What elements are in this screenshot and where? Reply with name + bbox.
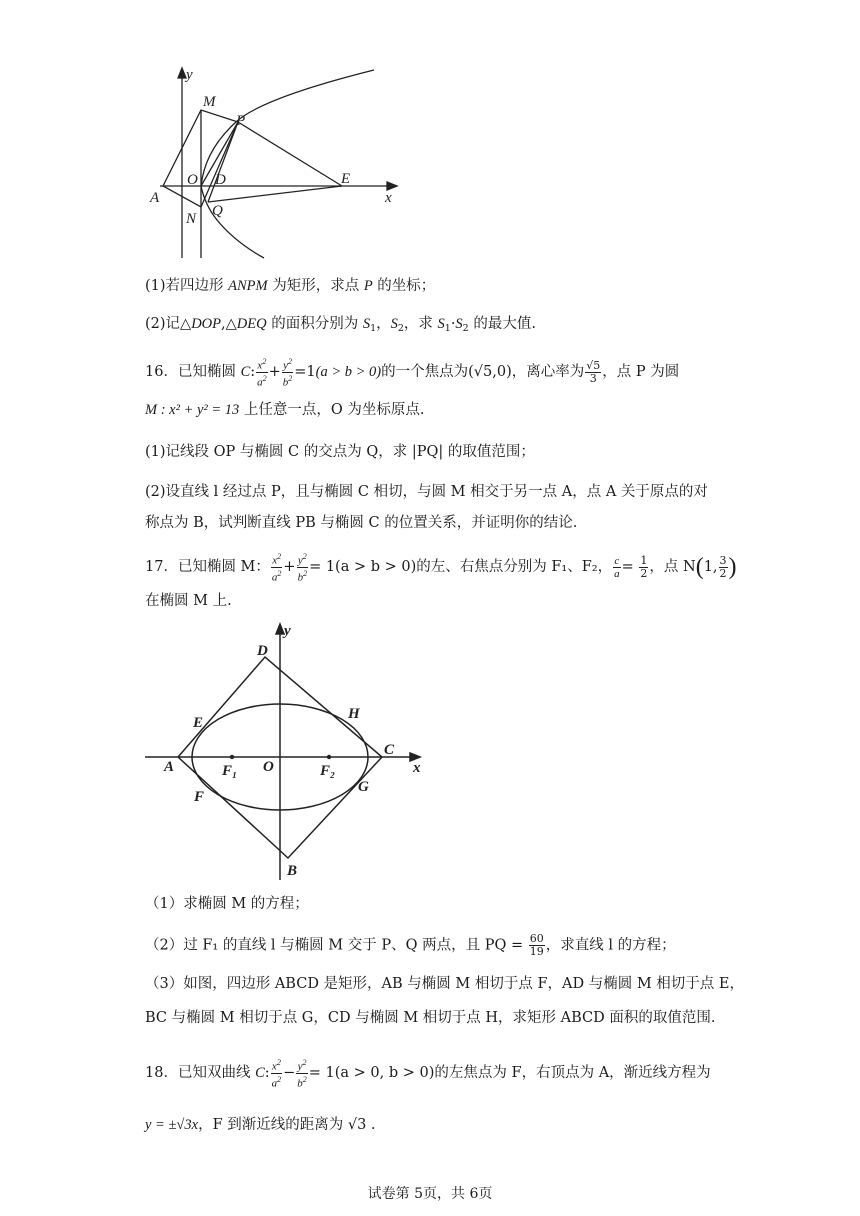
q15-p2-end: 的最大值.: [468, 316, 536, 332]
q17-foci-text: 的左、右焦点分别为 F₁、F₂，: [416, 559, 613, 576]
q17-intro: 已知椭圆 M：: [177, 559, 270, 576]
q15-p2-triangle2: DEQ: [236, 316, 267, 332]
label-e: E: [193, 715, 204, 731]
q17-stem-line2: 在椭圆 M 上.: [145, 593, 232, 609]
q15-p2-prefix: (2)记△: [145, 316, 192, 332]
q16-number: 16．: [145, 364, 178, 381]
q18-stem-line2: [145, 1114, 376, 1136]
label-e: E: [341, 171, 351, 187]
q16-stem-line1: 16．已知椭圆 C: $\frac{x^2}{a^2}$ + $\frac{y^2}{b^2}$ =1(a > b > 0)的一个焦点为(√5,0)，离心率为 $\frac{√5}{3}$ ，点 P 为圆: [145, 357, 680, 389]
label-f1: F₁: [222, 763, 238, 779]
label-b: B: [287, 863, 298, 879]
label-n: N: [186, 211, 197, 227]
q17-stem-line1: 17．已知椭圆 M： $\frac{x^2}{a^2}$ + $\frac{y^2}{b^2}$ = 1(a > b > 0)的左、右焦点分别为 F₁、F₂， $\frac{c}{a}$ = $\frac{1}{2}$ ，点 N(1, $\frac{3}{2}$ ): [145, 552, 737, 584]
q16-intro: 已知椭圆: [177, 364, 241, 381]
q17-part2: [145, 933, 676, 958]
q17-n-x: 1,: [703, 559, 718, 576]
q16-ecc-num: √5: [586, 358, 601, 372]
label-a: A: [150, 190, 160, 206]
q16-ecc-text: ，离心率为: [511, 364, 585, 381]
q17-cond: = 1(a > b > 0): [309, 559, 417, 576]
q15-p1-suffix: 的坐标；: [372, 278, 436, 294]
q15-p2-sep: ,△: [221, 316, 237, 332]
label-h: H: [348, 706, 360, 722]
y-axis-arrow: [178, 68, 186, 78]
q16-part1: (1)记线段 OP 与椭圆 C 的交点为 Q，求 |PQ| 的取值范围；: [145, 444, 535, 460]
y-axis-arrow: [276, 624, 284, 634]
q17-part1: （1）求椭圆 M 的方程；: [145, 896, 309, 912]
q17-p2-prefix: （2）过 F₁ 的直线 l 与椭圆 M 交于 P、Q 两点，且 PQ =: [145, 937, 528, 954]
q17-ratio-num: c: [614, 554, 620, 567]
label-g: G: [358, 779, 369, 795]
q16-focus-text: 的一个焦点为: [381, 364, 469, 381]
q17-ratio-eq: =: [621, 559, 639, 576]
label-f2: F₂: [320, 763, 336, 779]
q17-p2-den: 19: [529, 945, 544, 958]
q16-ellipse-cond: (a > b > 0): [315, 364, 382, 381]
q15-part1: [145, 275, 435, 297]
q15-p1-mid: 为矩形，求点: [267, 278, 364, 294]
q18-number: 18．: [145, 1065, 178, 1082]
label-m: M: [203, 94, 216, 110]
q17-part3-line2: BC 与椭圆 M 相切于点 G，CD 与椭圆 M 相切于点 H，求矩形 ABCD 面积的取值范围.: [145, 1010, 716, 1026]
label-x: x: [413, 760, 421, 776]
q16-circle: M : x² + y² = 13: [145, 402, 240, 418]
parabola-curve: [201, 70, 374, 258]
q17-n-y-den: 2: [719, 566, 727, 580]
q15-p1-prefix: (1)若四边形: [145, 278, 229, 294]
q15-p1-point: P: [363, 278, 373, 294]
q18-name: C: [255, 1065, 265, 1082]
q17-ratio-den: a: [614, 567, 620, 580]
label-f: F: [194, 789, 205, 805]
segment-qe: [208, 186, 342, 202]
q16-stem-line2: [145, 399, 425, 421]
q17-part3-line1: （3）如图，四边形 ABCD 是矩形，AB 与椭圆 M 相切于点 F，AD 与椭圆 M 相切于点 E，: [145, 976, 744, 992]
figure-ellipse-rectangle-diagram: [140, 615, 440, 885]
q18-cond: = 1(a > 0, b > 0): [308, 1065, 435, 1082]
q17-number: 17．: [145, 559, 178, 576]
q17-half-den: 2: [640, 566, 648, 580]
q17-half-num: 1: [640, 553, 648, 567]
label-a: A: [164, 759, 175, 775]
q18-intro: 已知双曲线: [177, 1065, 256, 1082]
q18-line2-tail: ，F 到渐近线的距离为 √3 .: [198, 1117, 376, 1133]
label-c: C: [384, 742, 395, 758]
q18-asymptote: y = ±√3x: [145, 1117, 199, 1133]
q16-circle-tail: 上任意一点，O 为坐标原点.: [239, 402, 425, 418]
figure-parabola-diagram: [148, 62, 408, 267]
q16-point-text: ，点 P 为圆: [602, 364, 680, 381]
focus-f2-dot: [327, 755, 331, 759]
segment-pq: [208, 122, 238, 202]
q17-p2-suffix: ，求直线 l 的方程；: [545, 937, 676, 954]
label-y: y: [186, 67, 193, 83]
q17-n-y-num: 3: [719, 553, 727, 567]
label-y: y: [284, 623, 291, 639]
q16-focus-value: (√5,0): [468, 364, 512, 381]
label-q: Q: [212, 203, 223, 219]
page-footer: 试卷第 5页，共 6页: [367, 1186, 493, 1202]
label-x: x: [385, 190, 392, 206]
q17-point-text: ，点 N: [649, 559, 696, 576]
q18-stem-line1: 18．已知双曲线 C: $\frac{x^2}{a^2}$ − $\frac{y^2}{b^2}$ = 1(a > 0, b > 0)的左焦点为 F，右顶点为 A，渐近线方程为: [145, 1058, 711, 1090]
q15-p2-triangle1: DOP: [191, 316, 222, 332]
segment-pe: [238, 122, 342, 186]
x-axis-arrow: [387, 182, 397, 190]
label-d: D: [215, 172, 226, 188]
q15-p1-shape: ANPM: [228, 278, 268, 294]
label-d: D: [257, 643, 268, 659]
q16-ecc-den: 3: [589, 371, 597, 385]
q16-part2-line1: (2)设直线 l 经过点 P，且与椭圆 C 相切，与圆 M 相交于另一点 A，点 A 关于原点的对: [145, 484, 708, 500]
q15-p2-tail: ，求: [403, 316, 438, 332]
label-o: O: [263, 759, 274, 775]
label-p: P: [236, 113, 246, 129]
q18-tail: 的左焦点为 F，右顶点为 A，渐近线方程为: [434, 1065, 711, 1082]
label-o: O: [187, 172, 198, 188]
q17-p2-num: 60: [529, 932, 544, 945]
q16-part2-line2: 称点为 B，试判断直线 PB 与椭圆 C 的位置关系，并证明你的结论.: [145, 515, 578, 531]
q16-ellipse-name: C: [240, 364, 251, 381]
q15-part2: (2)记△DOP,△DEQ 的面积分别为 $S_1$，$S_2$，求 $S_1\cdot S_2$ 的最大值.: [145, 316, 536, 334]
focus-f1-dot: [230, 755, 234, 759]
q15-p2-mid: 的面积分别为: [266, 316, 363, 332]
